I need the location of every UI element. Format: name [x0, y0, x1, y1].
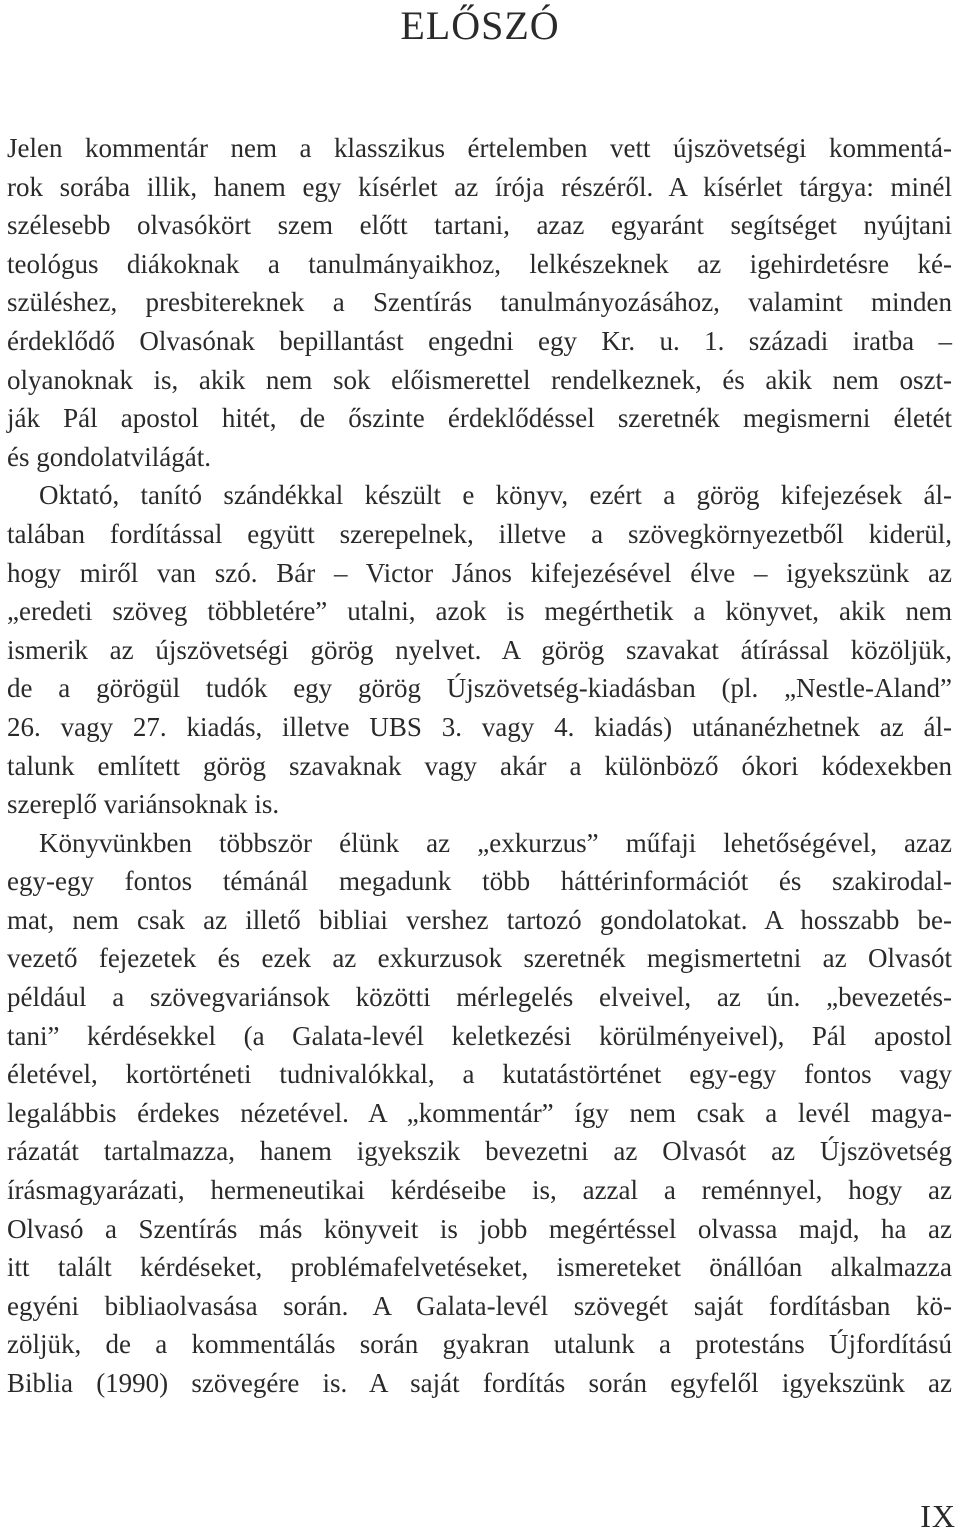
text-line: rok sorába illik, hanem egy kísérlet az írója részéről. A kísérlet tárgya: minél [7, 171, 952, 202]
text-line: írásmagyarázati, hermeneutikai kérdéseibe is, azzal a reménnyel, hogy az [7, 1175, 952, 1206]
text-line: például a szövegvariánsok közötti mérlegelés elveivel, az ún. „bevezetés- [7, 982, 952, 1013]
text-line: szüléshez, presbitereknek a Szentírás tanulmányozásához, valamint minden [7, 287, 952, 318]
text-line: Biblia (1990) szövegére is. A saját fordítás során egyfelől igyekszünk az [7, 1368, 952, 1398]
text-line: szereplő variánsoknak is. [7, 789, 280, 820]
text-line: hogy miről van szó. Bár – Victor János kifejezésével élve – igyekszünk az [7, 557, 952, 588]
text-line: 26. vagy 27. kiadás, illetve UBS 3. vagy 4. kiadás) utánanézhetnek az ál- [7, 711, 952, 742]
text-line: érdeklődő Olvasónak bepillantást engedni egy Kr. u. 1. századi iratba – [7, 325, 952, 356]
text-line: életével, kortörténeti tudnivalókkal, a kutatástörténet egy-egy fontos vagy [7, 1059, 952, 1090]
text-line: talunk említett görög szavaknak vagy akár a különböző ókori kódexekben [7, 750, 952, 781]
text-line: és gondolatvilágát. [7, 441, 211, 472]
paragraph-2 [7, 476, 952, 823]
text-line: Oktató, tanító szándékkal készült e könyv, ezért a görög kifejezések ál- [39, 480, 952, 511]
paragraph-1 [7, 129, 952, 476]
text-line: ismerik az újszövetségi görög nyelvet. A görög szavakat átírással közöljük, [7, 634, 952, 665]
body-text [7, 129, 952, 1403]
text-line: legalábbis érdekes nézetével. A „kommentár” így nem csak a levél magya- [7, 1097, 952, 1128]
text-line: Könyvünkben többször élünk az „exkurzus” műfaji lehetőségével, azaz [39, 827, 952, 858]
text-line: egy-egy fontos témánál megadunk több háttérinformációt és szakirodal- [7, 866, 952, 897]
text-line: talában fordítással együtt szerepelnek, illetve a szövegkörnyezetből kiderül, [7, 518, 952, 549]
page-number: IX [920, 1498, 956, 1534]
text-line: szélesebb olvasókört szem előtt tartani, azaz egyaránt segítséget nyújtani [7, 210, 952, 241]
text-line: mat, nem csak az illető bibliai vershez tartozó gondolatokat. A hosszabb be- [7, 904, 952, 935]
text-line: olyanoknak is, akik nem sok előismerettel rendelkeznek, és akik nem oszt- [7, 364, 952, 395]
text-line: de a görögül tudók egy görög Újszövetség-kiadásban (pl. „Nestle-Aland” [7, 673, 952, 704]
text-line: ják Pál apostol hitét, de őszinte érdeklődéssel szeretnék megismerni életét [7, 403, 952, 434]
page-title: ELŐSZÓ [400, 3, 560, 48]
text-line: Jelen kommentár nem a klasszikus értelemben vett újszövetségi kommentá- [7, 133, 952, 163]
text-line: vezető fejezetek és ezek az exkurzusok szeretnék megismertetni az Olvasót [7, 943, 952, 974]
text-line: teológus diákoknak a tanulmányaikhoz, lelkészeknek az igehirdetésre ké- [7, 248, 952, 279]
text-line: „eredeti szöveg többletére” utalni, azok is megérthetik a könyvet, akik nem [7, 596, 952, 627]
text-line: egyéni bibliaolvasása során. A Galata-levél szövegét saját fordításban kö- [7, 1290, 952, 1321]
text-line: tani” kérdésekkel (a Galata-levél keletkezési körülményeivel), Pál apostol [7, 1020, 952, 1051]
paragraph-3 [7, 824, 952, 1403]
text-line: Olvasó a Szentírás más könyveit is jobb megértéssel olvassa majd, ha az [7, 1213, 952, 1244]
text-line: rázatát tartalmazza, hanem igyekszik bevezetni az Olvasót az Újszövetség [7, 1136, 952, 1167]
text-line: itt talált kérdéseket, problémafelvetéseket, ismereteket önállóan alkalmazza [7, 1252, 952, 1283]
text-line: zöljük, de a kommentálás során gyakran utalunk a protestáns Újfordítású [7, 1329, 952, 1360]
